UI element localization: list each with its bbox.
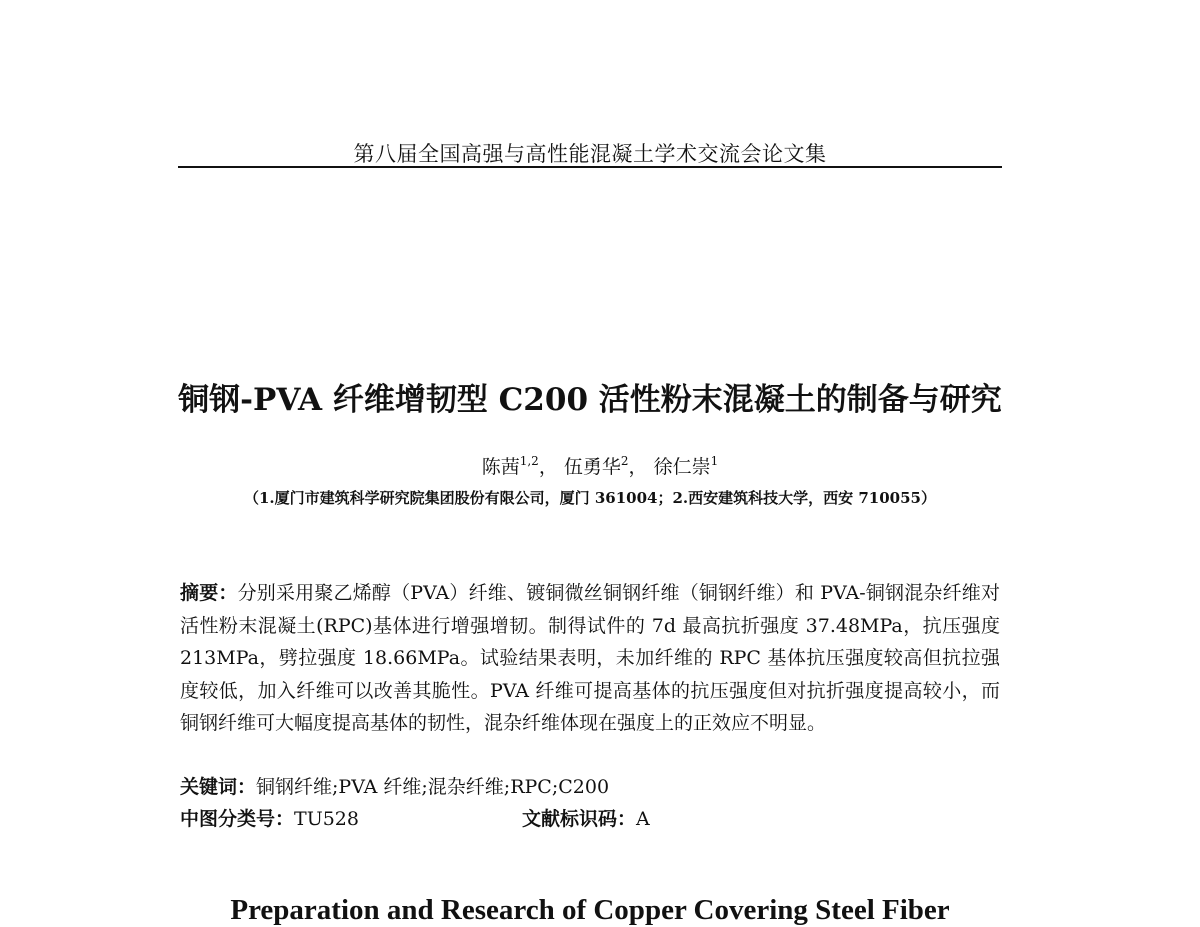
author-affiliation-mark: 1,2 [519,454,539,468]
paper-title: 铜钢-PVA 纤维增韧型 C200 活性粉末混凝土的制备与研究 [178,382,1002,418]
keywords [180,772,1000,799]
abstract-label: 摘要： [180,582,238,604]
abstract [180,577,1000,740]
author-separator: ， [628,456,648,478]
english-title: Preparation and Research of Copper Covering Steel Fiber [230,894,950,926]
author-affiliation-mark: 1 [710,454,719,468]
document-code [522,804,650,831]
keywords-text: 铜钢纤维;PVA 纤维;混杂纤维;RPC;C200 [256,776,610,798]
classification-line [180,804,1000,831]
author-name: 陈茜 [481,456,520,478]
doc-code-label: 文献标识码： [522,808,637,830]
clc-value: TU528 [294,808,359,830]
affiliation: （1.厦门市建筑科学研究院集团股份有限公司，厦门 361004；2.西安建筑科技大学，西安 710055） [243,489,936,507]
author-separator: ， [538,456,558,478]
author-list [150,452,1050,479]
clc-label: 中图分类号： [180,808,295,830]
keywords-label: 关键词： [180,776,257,798]
author-name: 伍勇华 [563,456,621,478]
author-affiliation-mark: 2 [620,454,629,468]
running-header: 第八届全国高强与高性能混凝土学术交流会论文集 [353,142,827,166]
doc-code-value: A [636,808,650,830]
abstract-text: 分别采用聚乙烯醇（PVA）纤维、镀铜微丝铜钢纤维（铜钢纤维）和 PVA-铜钢混杂纤维对活性粉末混凝土(RPC)基体进行增强增韧。制得试件的 7d 最高抗折强度 37.48MPa，抗压强度 213MPa，劈拉强度 18.66MPa。试验结果表明，未加纤维的 RPC 基体抗压强度较高但抗拉强度较低，加入纤维可以改善其脆性。PVA 纤维可提高基体的抗压强度但对抗折强度提高较小，而铜钢纤维可大幅度提高基体的韧性，混杂纤维体现在强度上的正效应不明显。 [180,582,1000,734]
author-name: 徐仁崇 [653,456,711,478]
header-rule [178,166,1002,168]
